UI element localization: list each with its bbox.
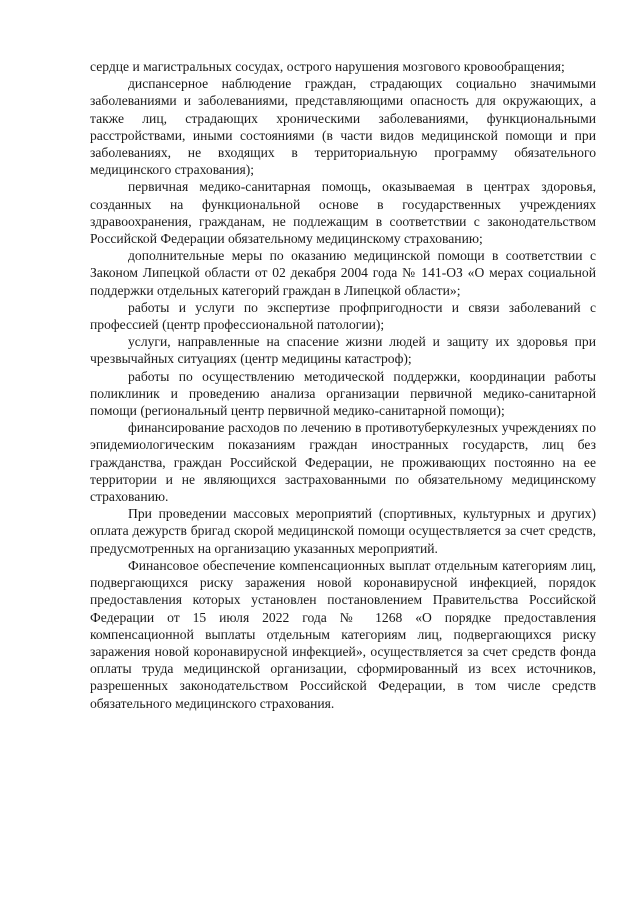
- paragraph-health-centers: первичная медико-санитарная помощь, оказываемая в центрах здоровья, созданных на функциональной основе в государственных учреждениях здравоохранения, гражданам, не подлежащим в соответствии с законодательством Российской Федерации обязательному медицинскому страхованию;: [90, 179, 596, 247]
- paragraph-dispensary-observation: диспансерное наблюдение граждан, страдающих социально значимыми заболеваниями и заболеваниями, представляющими опасность для окружающих, а также лиц, страдающих хроническими заболеваниями, функциональными расстройствами, иными состояниями (в части видов медицинской помощи и при заболеваниях, не входящих в территориальную программу обязательного медицинского страхования);: [90, 76, 596, 178]
- document-page: [90, 58, 596, 712]
- paragraph-occupational-pathology: работы и услуги по экспертизе профпригодности и связи заболеваний с профессией (центр профессиональной патологии);: [90, 299, 596, 333]
- paragraph-mass-events: При проведении массовых мероприятий (спортивных, культурных и других) оплата дежурств бригад скорой медицинской помощи осуществляется за счет средств, предусмотренных на организацию указанных мероприятий.: [90, 506, 596, 556]
- paragraph-tuberculosis-financing: финансирование расходов по лечению в противотуберкулезных учреждениях по эпидемиологическим показаниям граждан иностранных государств, лиц без гражданства, граждан Российской Федерации, не проживающих постоянно на ее территории и не являющихся застрахованными по обязательному медицинскому страхованию.: [90, 420, 596, 505]
- paragraph-additional-measures: дополнительные меры по оказанию медицинской помощи в соответствии с Законом Липецкой области от 02 декабря 2004 года № 141-ОЗ «О мерах социальной поддержки отдельных категорий граждан в Липецкой области»;: [90, 248, 596, 298]
- paragraph-disaster-medicine: услуги, направленные на спасение жизни людей и защиту их здоровья при чрезвычайных ситуациях (центр медицины катастроф);: [90, 334, 596, 367]
- paragraph-continuation: сердце и магистральных сосудах, острого нарушения мозгового кровообращения;: [90, 59, 565, 74]
- paragraph-methodological-support: работы по осуществлению методической поддержки, координации работы поликлиник и проведению анализа организации первичной медико-санитарной помощи (региональный центр первичной медико-санитарной помощи);: [90, 368, 596, 419]
- paragraph-compensation-payments: Финансовое обеспечение компенсационных выплат отдельным категориям лиц, подвергающихся риску заражения новой коронавирусной инфекцией, порядок предоставления которых установлен постановлением Правительства Российской Федерации от 15 июля 2022 года № 1268 «О порядке предоставления компенсационной выплаты отдельным категориям лиц, подвергающихся риску заражения новой коронавирусной инфекцией», осуществляется за счет средств фонда оплаты труда медицинской организации, сформированный из всех источников, разрешенных законодательством Российской Федерации, в том числе средств обязательного медицинского страхования.: [90, 557, 596, 711]
